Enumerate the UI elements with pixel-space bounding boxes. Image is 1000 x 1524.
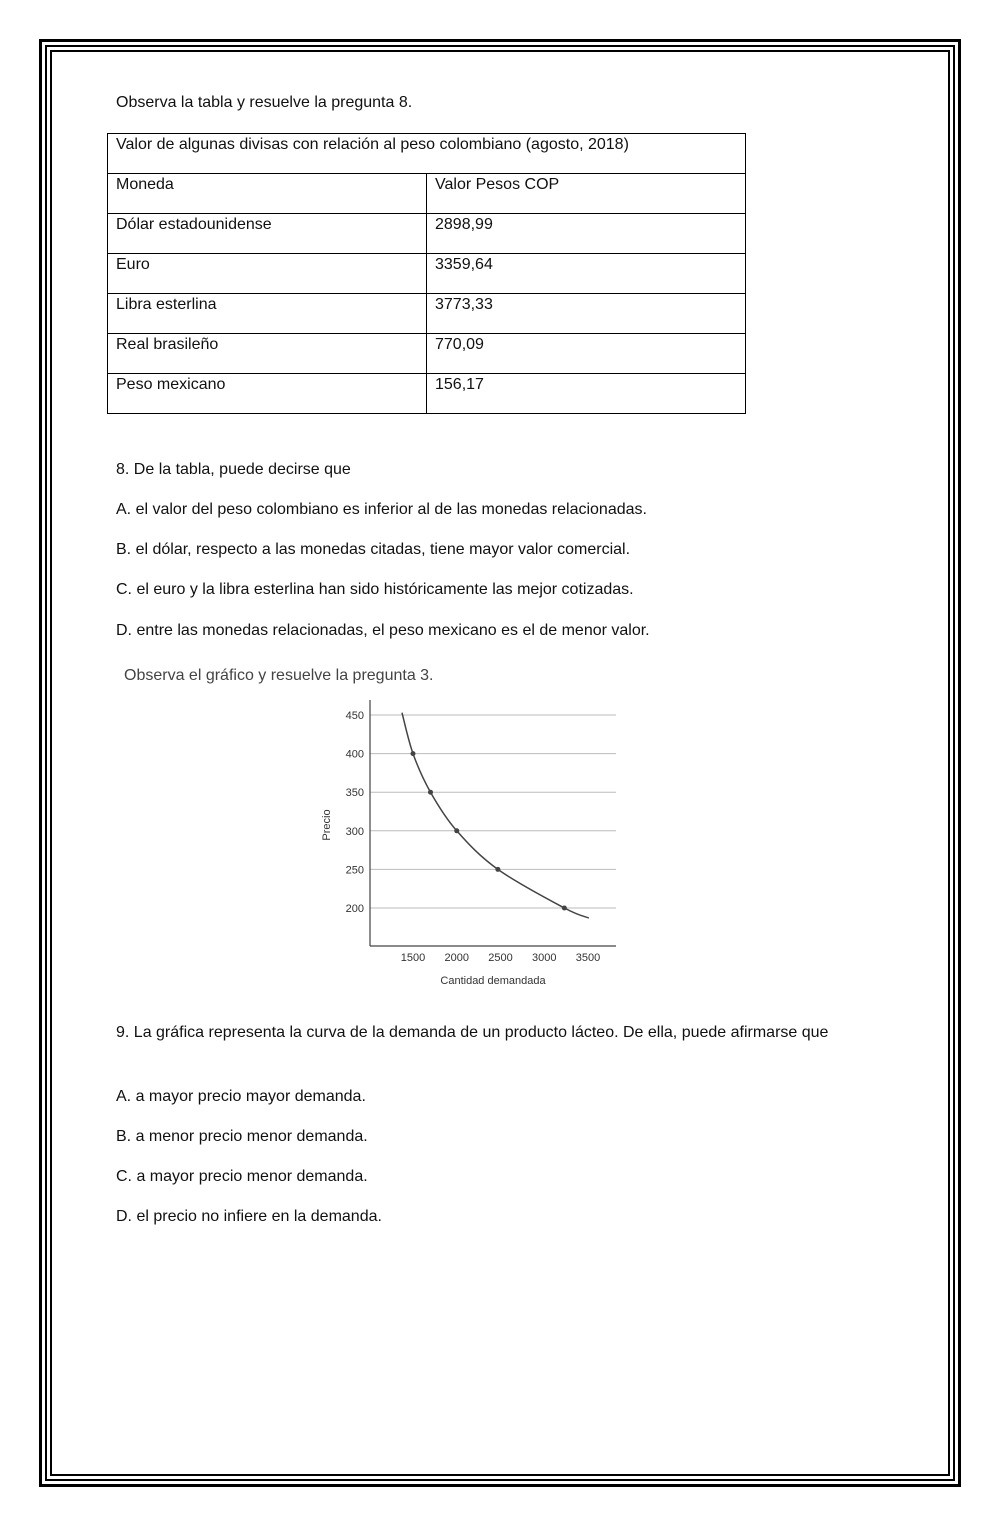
q9-option-c: C. a mayor precio menor demanda. — [116, 1168, 368, 1185]
y-tick-label: 400 — [345, 748, 364, 761]
cell-currency: Libra esterlina — [108, 294, 427, 334]
question-8: 8. De la tabla, puede decirse que — [116, 461, 351, 478]
y-tick-label: 300 — [345, 825, 364, 838]
question-9: 9. La gráfica representa la curva de la demanda de un producto lácteo. De ella, puede afirmarse que — [116, 1024, 829, 1041]
cell-value: 770,09 — [427, 334, 746, 374]
cell-currency: Real brasileño — [108, 334, 427, 374]
cell-currency: Euro — [108, 254, 427, 294]
x-tick-label: 1500 — [400, 952, 426, 964]
q8-option-a: A. el valor del peso colombiano es inferior al de las monedas relacionadas. — [116, 501, 647, 518]
y-tick-label: 450 — [345, 710, 364, 722]
q8-option-b: B. el dólar, respecto a las monedas citadas, tiene mayor valor comercial. — [116, 541, 631, 558]
data-point — [454, 828, 459, 833]
q9-option-a: A. a mayor precio mayor demanda. — [116, 1088, 366, 1105]
y-tick-label: 250 — [345, 864, 364, 877]
x-axis-label: Cantidad demandada — [440, 975, 546, 987]
cell-value: 3773,33 — [427, 294, 746, 334]
table-row — [108, 374, 746, 414]
table-row — [108, 254, 746, 294]
data-point — [495, 867, 500, 872]
demand-curve — [402, 713, 589, 918]
x-tick-label: 2500 — [488, 952, 513, 964]
currency-table — [107, 133, 746, 414]
x-tick-label: 3000 — [532, 952, 557, 964]
cell-currency: Dólar estadounidense — [108, 214, 427, 254]
q8-option-d: D. entre las monedas relacionadas, el peso mexicano es el de menor valor. — [116, 622, 650, 639]
header-valor: Valor Pesos COP — [427, 174, 746, 214]
table-row — [108, 294, 746, 334]
data-point — [428, 790, 433, 795]
q8-option-c: C. el euro y la libra esterlina han sido históricamente las mejor cotizadas. — [116, 581, 634, 598]
table-row — [108, 334, 746, 374]
y-tick-label: 200 — [345, 903, 364, 915]
y-axis-label: Precio — [321, 809, 333, 841]
x-tick-label: 3500 — [575, 952, 601, 964]
cell-value: 3359,64 — [427, 254, 746, 294]
table-row — [108, 214, 746, 254]
q9-option-d: D. el precio no infiere en la demanda. — [116, 1208, 382, 1225]
header-moneda: Moneda — [108, 174, 427, 214]
data-point — [562, 906, 567, 911]
intro-text-8: Observa la tabla y resuelve la pregunta 8. — [116, 94, 413, 111]
q9-option-b: B. a menor precio menor demanda. — [116, 1128, 368, 1145]
demand-chart — [300, 690, 630, 990]
table-title: Valor de algunas divisas con relación al peso colombiano (agosto, 2018) — [108, 134, 746, 174]
cell-value: 156,17 — [427, 374, 746, 414]
chart-intro: Observa el gráfico y resuelve la pregunta 3. — [124, 667, 434, 684]
cell-value: 2898,99 — [427, 214, 746, 254]
cell-currency: Peso mexicano — [108, 374, 427, 414]
y-tick-label: 350 — [345, 787, 364, 800]
x-tick-label: 2000 — [444, 952, 469, 964]
data-point — [411, 751, 416, 756]
